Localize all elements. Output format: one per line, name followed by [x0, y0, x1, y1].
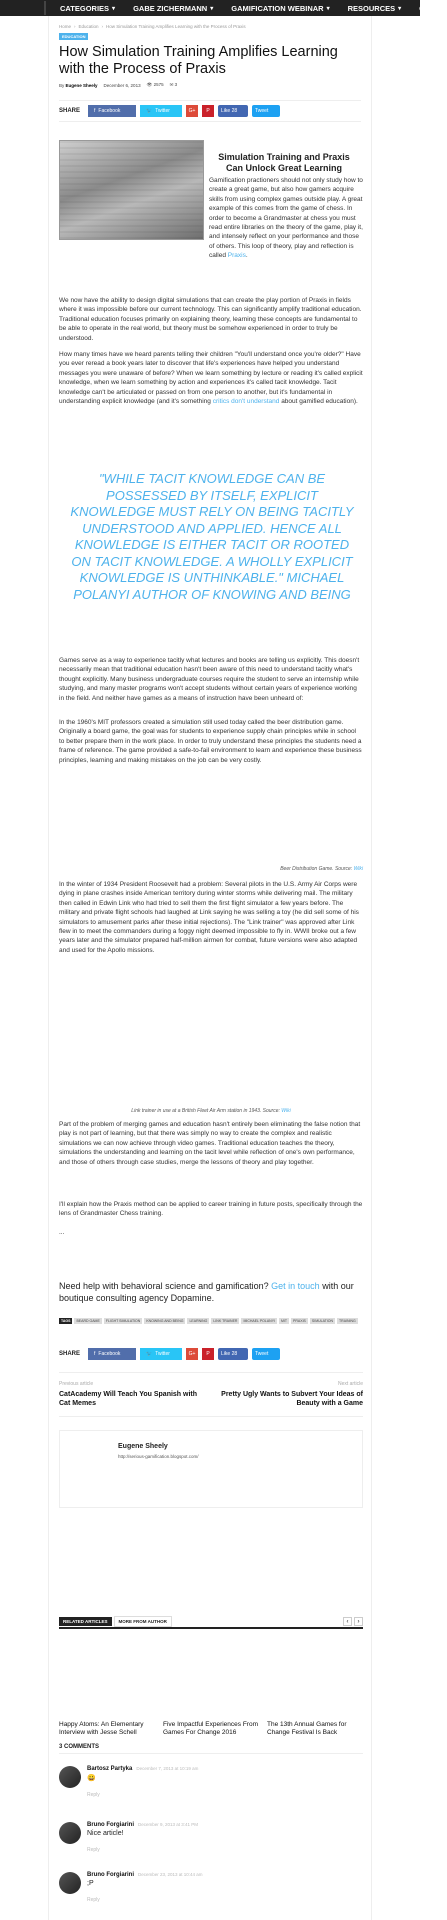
author-name[interactable]: Eugene Sheely — [118, 1443, 168, 1450]
paragraph-3 — [59, 350, 363, 406]
chevron-down-icon: ▾ — [398, 5, 402, 12]
paragraph-3-end: about gamified education). — [281, 398, 358, 406]
article-meta — [59, 82, 361, 88]
breadcrumb-education[interactable]: Education — [78, 24, 99, 29]
comment — [59, 1766, 363, 1798]
comment-date[interactable]: December 9, 2013 at 3:41 PM — [138, 1822, 199, 1827]
tag-item[interactable]: KNOWING AND BEING — [146, 1319, 184, 1323]
facebook-like-button[interactable] — [218, 105, 248, 117]
author-box — [59, 1430, 363, 1508]
comment-author[interactable]: Bruno Forgiarini — [87, 1872, 134, 1878]
cta-end-text: with our boutique consulting agency Dopamine. — [59, 1281, 354, 1303]
nav-label: RESOURCES — [347, 3, 396, 13]
nav-resources[interactable] — [348, 4, 402, 13]
google-plus-share-button[interactable] — [186, 1348, 198, 1360]
paragraph-2: We now have the ability to design digital simulations that can create the play portion of Praxis in fields where it was impossible before our current technology. This can significantly amplify traditional education. Traditional education focuses primarily on explaining theory, learning these concepts are fundamental to be able to operate in the real world, but theory must be somehow experienced in order to truly be understood. — [59, 297, 362, 342]
comment-header — [87, 1872, 203, 1878]
tweet-label: Tweet — [255, 1351, 269, 1357]
next-arrow-icon[interactable]: › — [354, 1617, 363, 1626]
comment-date[interactable]: December 7, 2013 at 10:19 am — [136, 1766, 199, 1771]
caption-2-link[interactable]: Wiki — [281, 1108, 291, 1114]
google-plus-icon: G+ — [188, 1351, 196, 1357]
meta-date: December 6, 2013 — [103, 82, 141, 88]
comment — [59, 1872, 363, 1903]
facebook-share-button[interactable] — [88, 105, 136, 117]
comment-author[interactable]: Bruno Forgiarini — [87, 1822, 134, 1828]
share-label: SHARE — [59, 1351, 81, 1357]
chevron-down-icon: ▾ — [326, 5, 330, 12]
tag-item[interactable]: TRAINING — [339, 1319, 356, 1323]
praxis-link[interactable]: Praxis — [227, 252, 246, 260]
prev-label: Previous article — [59, 1381, 94, 1387]
meta-author[interactable]: Eugene Sheely — [65, 82, 98, 88]
facebook-share-button[interactable] — [88, 1348, 136, 1360]
paragraph-1-text: Gamification practioners should not only study how to create a great game, but also how gamers acquire skills from using complex games outside play. A great example of this comes from the game of chess. In order to become a Grandmaster at chess you must read entire libraries on the theory of the game, play it, and intensely reflect on your performance and those of others. This loop of theory, play and reflection is called — [209, 177, 363, 260]
caption-1-link[interactable]: Wiki — [353, 866, 363, 872]
nav-gabe-zichermann[interactable] — [133, 4, 213, 13]
next-article[interactable] — [213, 1381, 363, 1408]
twitter-share-button[interactable] — [140, 1348, 182, 1360]
facebook-label: Facebook — [98, 1351, 121, 1357]
related-tabs — [59, 1616, 363, 1629]
caption-2-text: Link trainer in use at a British Fleet Air Arm station in 1943. Source: — [131, 1108, 280, 1114]
prev-arrow-icon[interactable]: ‹ — [343, 1617, 352, 1626]
tweet-button[interactable] — [252, 1348, 280, 1360]
paragraph-3-text: How many times have we heard parents telling their children "You'll understand once you're older?" Have you ever reread a book years later to discover that life's experiences have helped you understand messages you were unaware of before? When we learn something by lecture or reading it's called explicit knowledge, when we learn something by action and experiences it's called tacit knowledge. Tacit knowledge can't be articulated or passed on from one person to another, but it's fundamental in understanding explicit knowledge (and it's something — [59, 351, 363, 406]
share-label: SHARE — [59, 108, 81, 114]
breadcrumb — [59, 24, 361, 29]
related-articles-section — [59, 1616, 363, 1737]
tag-item[interactable]: BEARD GAME — [76, 1319, 100, 1323]
paragraph-1: Gamification practioners should not only study how to create a great game, but also how gamers acquire skills from using complex games outside play. A great example of this comes from the game of chess. In order to become a Grandmaster at chess you must read entire libraries on the theory of the game, play it, and intensely reflect on your performance and those of others. This loop of theory, play and reflection is called Praxis. — [209, 177, 363, 260]
views-count — [147, 82, 164, 88]
comment-header — [87, 1822, 198, 1828]
comment-header — [87, 1766, 198, 1772]
hero-title: Simulation Training and Praxis Can Unlock Great Learning — [218, 152, 350, 173]
chess-simulation-photo — [59, 140, 204, 240]
comment-text: 😀 — [87, 1775, 96, 1782]
chevron-down-icon: ▾ — [210, 5, 214, 12]
tag-item[interactable]: MIT — [281, 1319, 288, 1323]
breadcrumb-separator: › — [101, 24, 104, 29]
article-page — [48, 16, 372, 1920]
tag-item[interactable]: FLIGHT SIMULATION — [105, 1319, 141, 1323]
reply-link[interactable]: Reply — [87, 1847, 100, 1853]
tweet-label: Tweet — [255, 108, 269, 114]
comment-icon: ✉ — [169, 82, 174, 87]
like-label: Like 28 — [221, 108, 238, 114]
tag-item[interactable]: LEARNING — [189, 1319, 208, 1323]
comments-value: 3 — [174, 82, 178, 87]
twitter-share-button[interactable] — [140, 105, 182, 117]
nav-label: CORPO — [419, 3, 447, 13]
views-value: 2575 — [153, 82, 164, 87]
nav-label: GABE ZICHERMANN — [133, 3, 208, 13]
pinterest-icon: P — [206, 1351, 210, 1357]
twitter-label: Twitter — [155, 108, 170, 114]
pinterest-share-button[interactable] — [202, 105, 214, 117]
share-bar-top — [59, 100, 361, 122]
twitter-icon: 🐦 — [146, 1351, 153, 1357]
nav-gamification-webinar[interactable] — [231, 4, 329, 13]
top-nav-bar — [0, 0, 447, 16]
breadcrumb-current: How Simulation Training Amplifies Learning with the Process of Praxis — [106, 24, 246, 29]
reply-link[interactable]: Reply — [87, 1792, 100, 1798]
tag-item[interactable]: LINK TRAINER — [213, 1319, 238, 1323]
previous-article[interactable] — [59, 1381, 199, 1408]
comments-heading: 3 COMMENTS — [59, 1744, 363, 1754]
facebook-label: Facebook — [98, 108, 121, 114]
nav-categories[interactable] — [60, 4, 115, 13]
eye-icon: 👁 — [146, 82, 153, 87]
comment-author[interactable]: Bartosz Partyka — [87, 1766, 133, 1772]
critics-link[interactable]: critics don't understand — [212, 398, 280, 406]
nav-label: CATEGORIES — [60, 3, 110, 13]
comments-section — [59, 1744, 363, 1754]
tag-item[interactable]: MICHAEL POLANYI — [243, 1319, 276, 1323]
comment — [59, 1822, 363, 1853]
tweet-button[interactable] — [252, 105, 280, 117]
author-url[interactable]: http://serious-gamification.blogspot.com/ — [118, 1454, 199, 1459]
reply-link[interactable]: Reply — [87, 1897, 100, 1903]
category-badge[interactable]: EDUCATION — [59, 33, 88, 40]
author-info — [118, 1439, 199, 1499]
cta-text: Need help with behavioral science and gamification? — [59, 1281, 269, 1291]
comment-body — [87, 1822, 198, 1853]
tab-related-articles[interactable]: RELATED ARTICLES — [59, 1617, 112, 1626]
tag-item[interactable]: SIMULATION — [311, 1319, 334, 1323]
paragraph-6: In the winter of 1934 President Roosevelt had a problem: Several pilots in the U.S. Army Air Corps were dying in plane crashes inside American territory during winter storms while delivering mail. The military then called in Edwin Link who had tried to sell them the first flight simulator a few years before. The military and private flight schools had laughed at Link saying he was selling a toy (he did sell some of his simulators to amusement parks after these initial rejections). The "Link trainer" was approved after Link flew in to meet the commanders during a foggy night deemed impossible to fly in. WWII broke out a few years later and the simulator prepared half-million airmen for combat, future versions were also adapted and used for the Apollo missions. — [59, 881, 359, 954]
paragraph-4: Games serve as a way to experience tacitly what lectures and books are telling us explicitly. This doesn't necessarily mean that traditional education hasn't been aware of this need to understand tacitly what's thought explicitly. Many business undergraduate courses require the student to serve an internship while studying, and many master programs won't accept students without certain years of experience working in the field. And neither have games as a means of instruction have been unheard of: — [59, 657, 360, 702]
pull-quote: "WHILE TACIT KNOWLEDGE CAN BE POSSESSED BY ITSELF, EXPLICIT KNOWLEDGE MUST RELY ON BEING TACITLY UNDERSTOOD AND APPLIED. HENCE ALL KNOWLEDGE IS EITHER TACIT OR ROOTED ON TACIT KNOWLEDGE. A WHOLLY EXPLICIT KNOWLEDGE IS UNTHINKABLE." MICHAEL POLANYI AUTHOR OF KNOWING AND BEING — [70, 471, 354, 602]
twitter-icon: 🐦 — [146, 108, 153, 114]
comment-text: ;P — [87, 1880, 94, 1887]
facebook-like-button[interactable] — [218, 1348, 248, 1360]
paragraph-9: ... — [59, 1229, 65, 1236]
related-item[interactable]: Happy Atoms: An Elementary Interview with Jesse Schell — [59, 1721, 144, 1736]
pinterest-share-button[interactable] — [202, 1348, 214, 1360]
share-bar-bottom — [59, 1344, 363, 1364]
site-logo[interactable] — [44, 1, 46, 15]
comment-avatar — [59, 1766, 81, 1788]
chevron-down-icon: ▾ — [112, 5, 116, 12]
facebook-icon: f — [94, 1351, 96, 1357]
tab-more-from-author[interactable]: MORE FROM AUTHOR — [114, 1616, 172, 1627]
facebook-icon: f — [94, 108, 96, 114]
article-title: How Simulation Training Amplifies Learning with the Process of Praxis — [59, 44, 338, 77]
comment-text: Nice article! — [87, 1830, 124, 1837]
paragraph-7: Part of the problem of merging games and education hasn't entirely been eliminating the false notion that play is not part of learning, but that there was simply no way to create the complex and realistic simulations we can now achieve through video games. Traditional education teaches the theory, simulations the understanding and learning on the tacit level while reflection of one's own performance, and those of others through case studies, merge the lessons of theory and play together. — [59, 1121, 361, 1166]
comments-count[interactable] — [170, 82, 178, 88]
comment-avatar — [59, 1872, 81, 1894]
cta-paragraph — [59, 1280, 363, 1304]
tag-item[interactable]: PRAXIS — [293, 1319, 306, 1323]
like-label: Like 28 — [221, 1351, 238, 1357]
related-grid — [59, 1721, 363, 1737]
next-label: Next article — [337, 1381, 363, 1387]
google-plus-share-button[interactable] — [186, 105, 198, 117]
tags-list — [59, 1318, 363, 1324]
share-bar-bottom-inner — [59, 1344, 363, 1364]
next-title[interactable]: Pretty Ugly Wants to Subvert Your Ideas of Beauty with a Game — [221, 1391, 363, 1407]
caption-beer-game — [59, 866, 363, 872]
paragraph-8: I'll explain how the Praxis method can be applied to career training in future posts, specifically through the lens of Grandmaster Chess training. — [59, 1201, 363, 1218]
nav-label: GAMIFICATION WEBINAR — [231, 3, 324, 13]
google-plus-icon: G+ — [188, 108, 196, 114]
prev-next-nav — [59, 1372, 363, 1417]
author-avatar — [68, 1439, 108, 1479]
comment-avatar — [59, 1822, 81, 1844]
breadcrumb-home[interactable]: Home — [59, 24, 72, 29]
breadcrumb-separator: › — [74, 24, 76, 29]
related-item[interactable]: The 13th Annual Games for Change Festival Is Back — [267, 1721, 347, 1736]
comment-body — [87, 1872, 203, 1903]
prev-title[interactable]: CatAcademy Will Teach You Spanish with Cat Memes — [59, 1391, 198, 1407]
paragraph-5: In the 1960's MIT professors created a simulation still used today called the beer distribution game. Originally a board game, the goal was for students to experience supply chain principles while in school to better prepare them in the work place. In order to truly understand these principles the students need a frame of reference. The game provided a safe-to-fail environment to learn and experience these business principles, learning and making mistakes on the job can be very costly. — [59, 719, 362, 764]
caption-link-trainer — [59, 1108, 363, 1114]
comment-date[interactable]: December 23, 2013 at 10:44 am — [138, 1872, 203, 1877]
nav-corpo[interactable] — [419, 4, 447, 13]
twitter-label: Twitter — [155, 1351, 170, 1357]
comment-body — [87, 1766, 198, 1798]
related-pagination — [343, 1617, 363, 1626]
related-item[interactable]: Five Impactful Experiences From Games For Change 2016 — [163, 1721, 259, 1736]
pinterest-icon: P — [206, 108, 210, 114]
tags-label: TAGS — [61, 1319, 71, 1323]
meta-by: By — [59, 82, 65, 88]
get-in-touch-link[interactable]: Get in touch — [271, 1281, 320, 1291]
caption-1-text: Beer Distribution Game. Source: — [280, 866, 353, 872]
